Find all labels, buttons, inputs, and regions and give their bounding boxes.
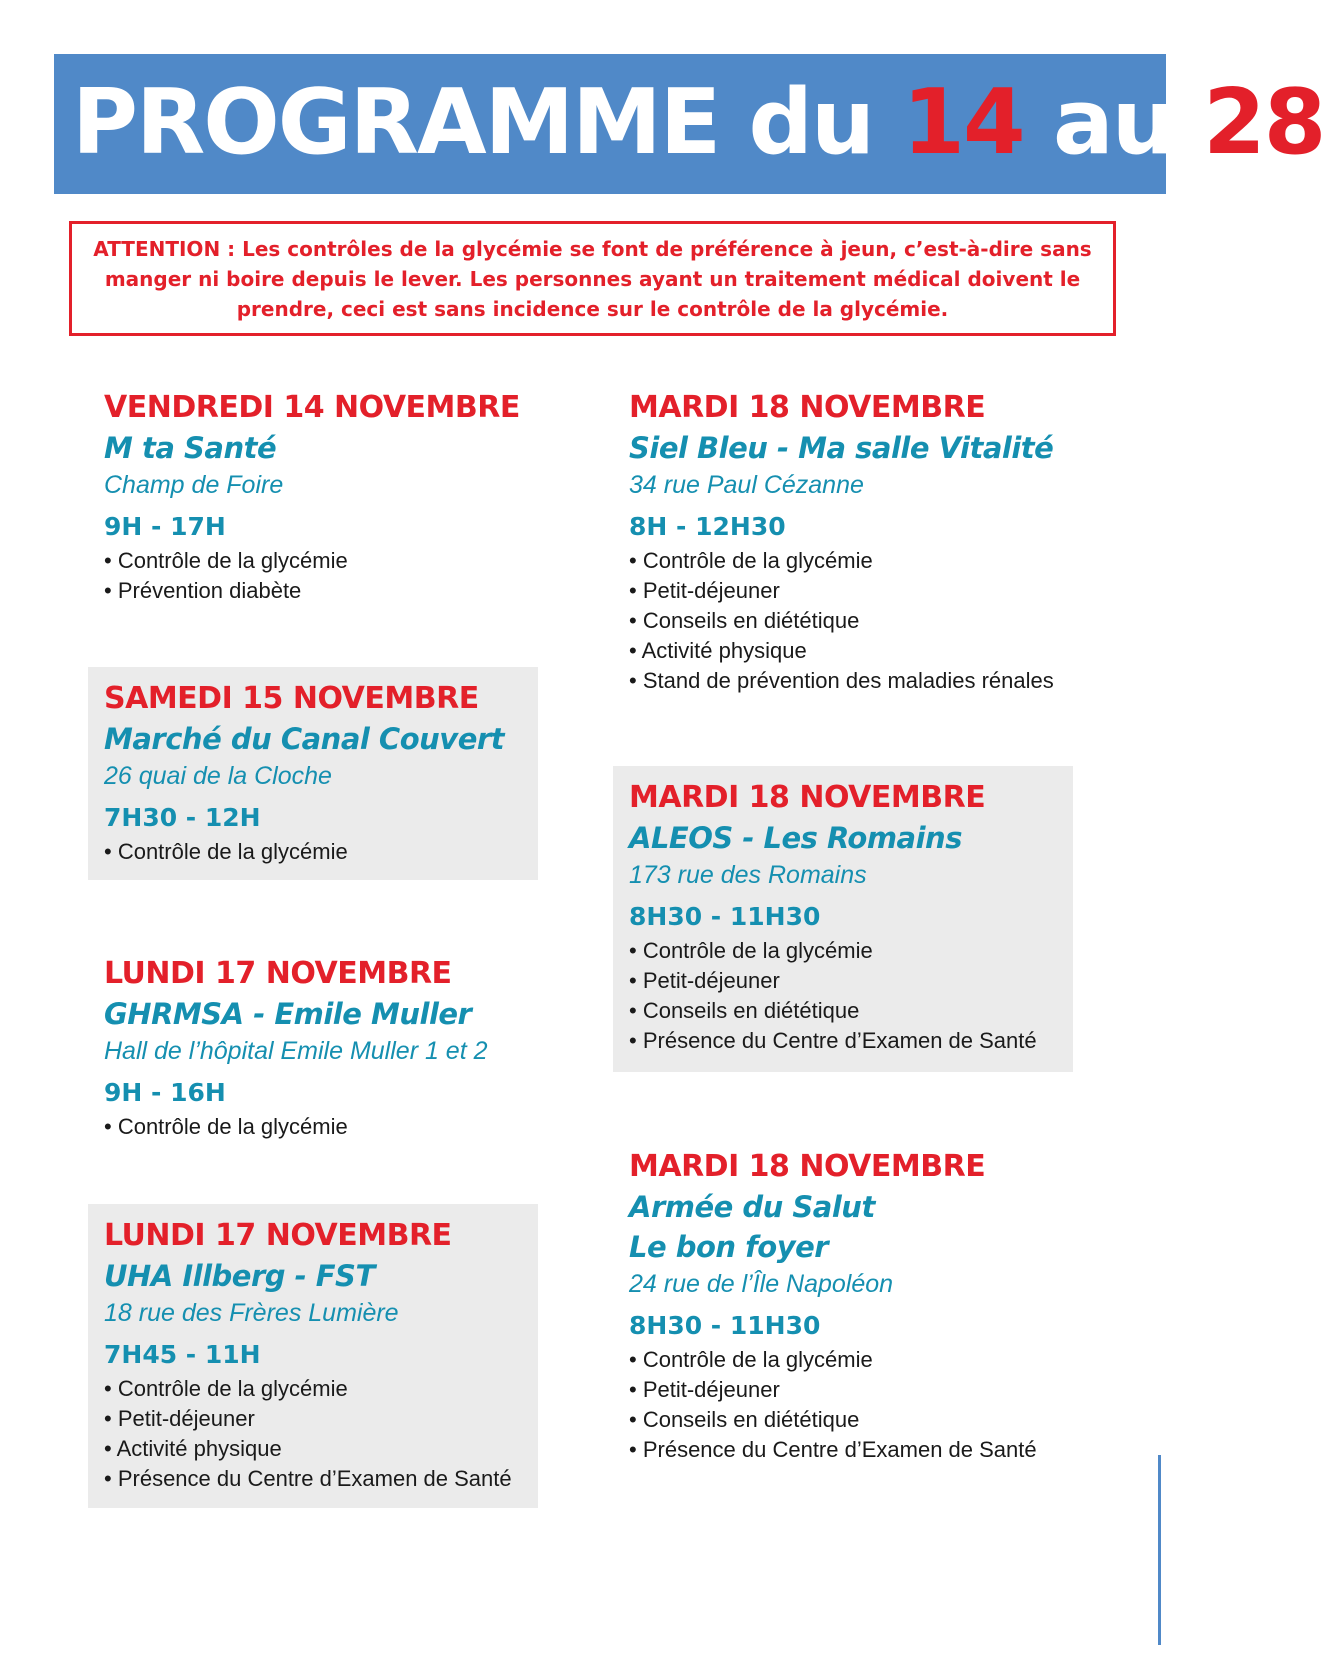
activity-item: • Petit-déjeuner <box>629 966 1073 996</box>
event-address: 24 rue de l’Île Napoléon <box>629 1270 894 1298</box>
activity-item: • Contrôle de la glycémie <box>104 546 538 576</box>
event-venue: M ta Santé <box>104 431 277 465</box>
activity-item: • Présence du Centre d’Examen de Santé <box>629 1026 1073 1056</box>
title-au: au <box>1052 70 1174 175</box>
event-card-mardi-18-siel-bleu <box>613 388 1073 696</box>
activity-item: • Conseils en diététique <box>629 606 1073 636</box>
event-card-vendredi-14 <box>88 388 538 606</box>
side-accent-line <box>1158 1455 1161 1645</box>
activity-item: • Activité physique <box>104 1434 538 1464</box>
event-address: 26 quai de la Cloche <box>104 762 332 790</box>
event-hours: 8H - 12H30 <box>629 512 786 541</box>
activity-item: • Petit-déjeuner <box>104 1404 538 1434</box>
event-venue: ALEOS - Les Romains <box>629 821 962 855</box>
event-card-lundi-17-ghrmsa <box>88 954 538 1142</box>
event-day: MARDI 18 NOVEMBRE <box>629 1149 986 1184</box>
activity-item: • Petit-déjeuner <box>629 576 1073 606</box>
event-hours: 7H30 - 12H <box>104 803 261 832</box>
event-day: LUNDI 17 NOVEMBRE <box>104 956 452 991</box>
event-venue: Armée du Salut <box>629 1190 875 1224</box>
activity-item: • Contrôle de la glycémie <box>629 1345 1073 1375</box>
event-hours: 9H - 17H <box>104 512 226 541</box>
event-venue: GHRMSA - Emile Muller <box>104 997 472 1031</box>
event-address: 34 rue Paul Cézanne <box>629 471 864 499</box>
event-hours: 8H30 - 11H30 <box>629 902 821 931</box>
activity-item: • Présence du Centre d’Examen de Santé <box>104 1464 538 1494</box>
event-hours: 9H - 16H <box>104 1078 226 1107</box>
activity-item: • Contrôle de la glycémie <box>104 837 538 867</box>
title-programme: PROGRAMME <box>72 70 720 175</box>
activity-item: • Conseils en diététique <box>629 1405 1073 1435</box>
event-day: VENDREDI 14 NOVEMBRE <box>104 390 520 425</box>
event-activities <box>104 1374 538 1494</box>
event-venue: Marché du Canal Couvert <box>104 722 505 756</box>
activity-item: • Conseils en diététique <box>629 996 1073 1026</box>
event-venue: Siel Bleu - Ma salle Vitalité <box>629 431 1054 465</box>
title-du: du <box>748 70 874 175</box>
event-day: MARDI 18 NOVEMBRE <box>629 390 986 425</box>
event-activities <box>629 546 1073 696</box>
event-activities <box>104 1112 538 1142</box>
page-title <box>72 68 1324 178</box>
activity-item: • Prévention diabète <box>104 576 538 606</box>
activity-item: • Contrôle de la glycémie <box>629 936 1073 966</box>
event-activities <box>629 936 1073 1056</box>
title-end-day: 28 <box>1203 70 1324 175</box>
event-address: 18 rue des Frères Lumière <box>104 1299 399 1327</box>
event-hours: 7H45 - 11H <box>104 1340 261 1369</box>
attention-text: ATTENTION : Les contrôles de la glycémie se font de préférence à jeun, c’est-à-dire sans manger ni boire depuis le lever. Les personnes ayant un traitement médical doivent le prendre, ceci est sans incidence sur le contrôle de la glycémie. <box>93 236 1092 321</box>
activity-item: • Présence du Centre d’Examen de Santé <box>629 1435 1073 1465</box>
event-activities <box>104 837 538 867</box>
event-card-lundi-17-uha <box>88 1204 538 1508</box>
event-address: Champ de Foire <box>104 471 284 499</box>
event-hours: 8H30 - 11H30 <box>629 1311 821 1340</box>
event-day: MARDI 18 NOVEMBRE <box>629 780 986 815</box>
event-card-samedi-15 <box>88 667 538 880</box>
event-address: 173 rue des Romains <box>629 861 867 889</box>
event-day: LUNDI 17 NOVEMBRE <box>104 1218 452 1253</box>
activity-item: • Contrôle de la glycémie <box>104 1112 538 1142</box>
event-activities <box>629 1345 1073 1465</box>
event-venue-line-2: Le bon foyer <box>629 1230 829 1264</box>
event-card-mardi-18-aleos <box>613 766 1073 1072</box>
title-start-day: 14 <box>902 70 1024 175</box>
activity-item: • Stand de prévention des maladies rénales <box>629 666 1073 696</box>
title-banner <box>54 54 1324 194</box>
event-card-mardi-18-armee-du-salut <box>613 1147 1073 1465</box>
event-address: Hall de l’hôpital Emile Muller 1 et 2 <box>104 1037 488 1065</box>
event-activities <box>104 546 538 606</box>
activity-item: • Activité physique <box>629 636 1073 666</box>
activity-item: • Contrôle de la glycémie <box>104 1374 538 1404</box>
event-venue: UHA Illberg - FST <box>104 1259 375 1293</box>
event-day: SAMEDI 15 NOVEMBRE <box>104 681 479 716</box>
activity-item: • Petit-déjeuner <box>629 1375 1073 1405</box>
activity-item: • Contrôle de la glycémie <box>629 546 1073 576</box>
attention-notice <box>69 221 1116 336</box>
